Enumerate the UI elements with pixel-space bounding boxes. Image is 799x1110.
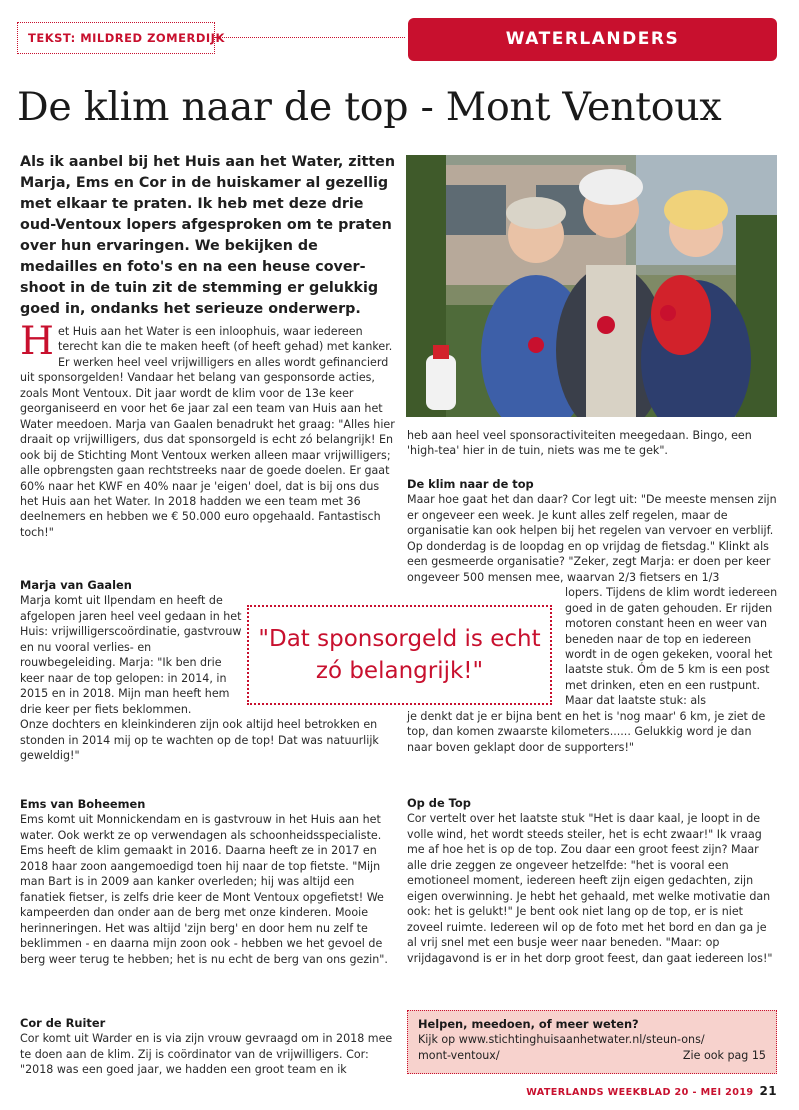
right-continuation: heb aan heel veel sponsoractiviteiten meegedaan. Bingo, een 'high-tea' hier in de tuin, niets was me te gek". (407, 429, 752, 458)
info-box-link-line2[interactable]: mont-ventoux/ (418, 1048, 500, 1062)
heading-cor: Cor de Ruiter (20, 1016, 106, 1030)
left-column (20, 319, 398, 540)
heading-ems: Ems van Boheemen (20, 797, 146, 811)
ems-text: Ems komt uit Monnickendam en is gastvrouw in het Huis aan het water. Ook werkt ze op verwendagen als schoonheidsspecialiste. Ems heeft de klim gemaakt in 2016. Daarna heeft ze in 2017 en 2018 haar zoon aangemoedigd toen hij naar de top fietste. "Mijn man Bart is in 2009 aan kanker overleden; hij was altijd een fanatiek fietser, is zelfs drie keer de Mont Ventoux opgefietst! We kampeerden dan onder aan de berg met onze kinderen. Mooie herinneringen. Het was altijd 'zijn berg' en door hem nu zelf te beklimmen - en daarna mijn zoon ook - hebben we het gevoel de berg weer terug te hebben; het is nu echt de berg van ons gezin". (20, 813, 388, 966)
top-section (407, 796, 779, 966)
cor-text: Cor komt uit Warder en is via zijn vrouw gevraagd om in 2018 mee te doen aan de klim. Zij is coördinator van de vrijwilligers. Cor: "2018 was een goed jaar, we hadden een groot team en ik (20, 1032, 393, 1077)
article-lead: Als ik aanbel bij het Huis aan het Water, zitten Marja, Ems en Cor in de huiskamer al gezellig met elkaar te praten. Ik heb met deze drie oud-Ventoux lopers afgesproken om te praten over hun ervaringen. We bekijken de medailles en foto's en na een heuse cover-shoot in de tuin zit de stemming er gelukkig goed in, ondanks het serieuze onderwerp. (20, 154, 396, 317)
section-label: WATERLANDERS (408, 18, 777, 61)
marja-text-a: Marja komt uit Ilpendam en heeft de afgelopen jaren heel veel gedaan in het Huis: vrijwilligerscoördinatie, gastvrouw en nu vooral verlies- en rouwbegeleiding. Marja: "Ik ben drie keer naar de top gelopen: in 2014, in 2015 en in 2018. Mijn man heeft hem drie keer per fiets beklommen. (20, 594, 242, 716)
heading-marja: Marja van Gaalen (20, 578, 132, 592)
ems-section (20, 797, 398, 967)
drop-cap: H (20, 319, 55, 364)
page-number: 21 (759, 1084, 777, 1098)
page-footer (526, 1084, 777, 1098)
info-box-row (418, 1048, 766, 1063)
intro-text: et Huis aan het Water is een inloophuis, waar iedereen terecht kan die te maken heeft (of heeft gehad) met kanker. Er werken heel veel vrijwilligers en alles wordt gefinancierd uit sponsorgelden! Vandaar het belang van gesponsorde acties, zoals Mont Ventoux. Dit jaar wordt de klim voor de 13e keer georganiseerd en voor het 6e jaar zal een team van Huis aan het Water meedoen. Marja van Gaalen benadrukt het graag: "Alles hier draait op vrijwilligers, dus dat sponsorgeld is echt zó belangrijk! En ook bij de Stichting Mont Ventoux werken alleen maar vrijwilligers; alle opbrengsten gaan rechtstreeks naar de goede doelen. Er gaat 60% naar het KWF en 40% naar je 'eigen' doel, dat is bij ons dus het Huis aan het Water. In 2018 hadden we een team met 36 deelnemers en hebben we € 50.000 euro opgehaald. Fantastisch toch!" (20, 325, 395, 539)
klim-text-a: Maar hoe gaat het dan daar? Cor legt uit: "De meeste mensen zijn er ongeveer een week. Je kunt alles zelf regelen, maar de organisatie kan ook helpen bij het regelen van vervoer en verblijf. Op donderdag is de loopdag en op vrijdag de fietsdag." Klinkt als een gesmeerde organisatie? "Zeker, zegt Marja: er doen per keer ongeveer 500 mensen mee, waarvan 2/3 fietsers en 1/3 (407, 493, 777, 584)
photo-illustration (406, 155, 777, 417)
info-box (407, 1010, 777, 1074)
marja-text-b: Onze dochters en kleinkinderen zijn ook altijd heel betrokken en stonden in 2014 mij op te wachten op de top! Dat was natuurlijk geweldig!" (20, 718, 379, 762)
heading-op-de-top: Op de Top (407, 796, 471, 810)
cor-section (20, 1016, 398, 1078)
author-credit: TEKST: MILDRED ZOMERDIJK (17, 22, 215, 54)
footer-publication: WATERLANDS WEEKBLAD 20 - MEI 2019 (526, 1087, 754, 1098)
klim-text-b: lopers. Tijdens de klim wordt iedereen goed in de gaten gehouden. Er rijden motoren constant heen en weer van beneden naar de top en iedereen wordt in de ogen gekeken, vooral het laatste stuk. Óm de 5 km is een post met drinken, eten en een rustpunt. Maar dat laatste stuk: als (565, 586, 778, 708)
group-photo (406, 155, 777, 417)
info-box-link-line1[interactable]: Kijk op www.stichtinghuisaanhetwater.nl/steun-ons/ (418, 1033, 705, 1047)
klim-text-c: je denkt dat je er bijna bent en het is 'nog maar' 6 km, je ziet de top, dan komen zwaarste kilometers...... Gelukkig word je dan naar boven geklapt door de supporters!" (407, 709, 766, 754)
article-title: De klim naar de top - Mont Ventoux (17, 84, 722, 130)
top-text: Cor vertelt over het laatste stuk "Het is daar kaal, je loopt in de volle wind, het wordt steeds steiler, het is echt zwaar!" Ik vraag me af hoe het is op de top. Zou daar een groot feest zijn? Maar alle drie zeggen ze ongeveer hetzelfde: "het is vooral een emotioneel moment, iedereen heeft zijn eigen gedachten, zijn eigen overwinning. Je hebt het gehaald, met welke motivatie dan ook: het is gelukt!" Je bent ook niet lang op de top, er is niet zoveel ruimte. Iedereen wil op de foto met het bord en dan ga je al vrij snel met een busje weer naar beneden. "Maar: op vrijdagavond is er in het dorp groot feest, dan gaat iedereen los!" (407, 812, 773, 965)
pull-quote: "Dat sponsorgeld is echt zó belangrijk!" (247, 605, 552, 705)
dotted-divider (215, 37, 405, 38)
right-column-top (407, 428, 779, 459)
heading-klim: De klim naar de top (407, 477, 534, 491)
info-box-title: Helpen, meedoen, of meer weten? (418, 1017, 639, 1031)
intro-paragraph (20, 319, 398, 540)
info-box-page-ref: Zie ook pag 15 (682, 1048, 766, 1062)
